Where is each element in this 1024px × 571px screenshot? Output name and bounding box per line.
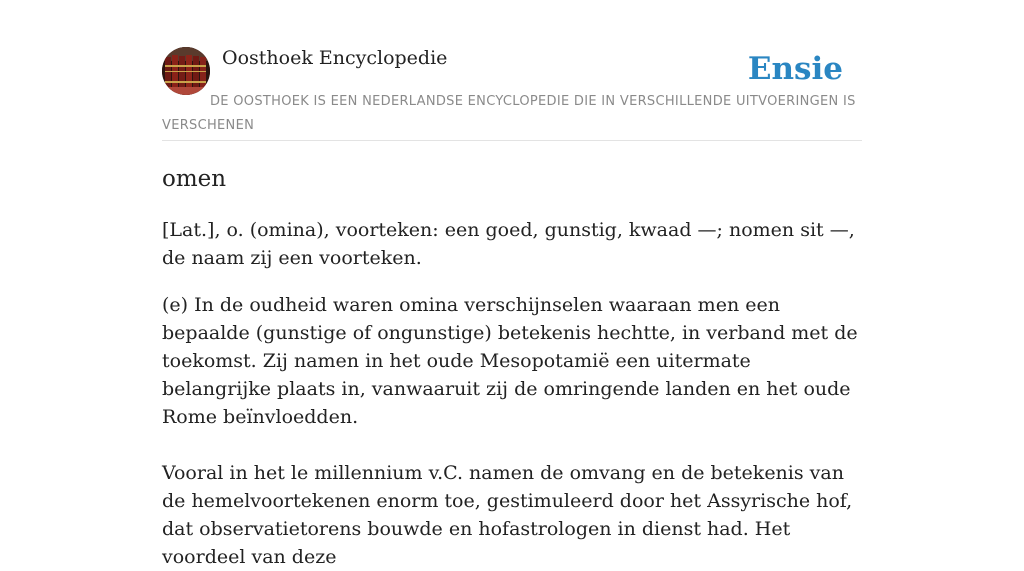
entry-title: omen [162,166,227,192]
entry-content [162,216,862,571]
encyclopedia-books-icon[interactable] [162,47,210,95]
page [162,0,862,568]
entry-paragraph: Vooral in het le millennium v.C. namen de omvang en de betekenis van de hemelvoortekenen enorm toe, gestimuleerd door het Assyrische hof, dat observatietorens bouwde en hofastrologen in dienst had. Het voordeel van deze [162,462,853,568]
entry-paragraph: [Lat.], o. (omina), voorteken: een goed, gunstig, kwaad —; nomen sit —, de naam zij een voorteken. [162,219,855,269]
site-name[interactable]: Oosthoek Encyclopedie [222,47,448,69]
entry-paragraph: (e) In de oudheid waren omina verschijnselen waaraan men een bepaalde (gunstige of ongunstige) betekenis hechtte, in verband met de toekomst. Zij namen in het oude Mesopotamië een uitermate belangrijke plaats in, vanwaaruit zij de omringende landen en het oude Rome beïnvloedden. [162,294,858,428]
site-tagline: DE OOSTHOEK IS EEN NEDERLANDSE ENCYCLOPEDIE DIE IN VERSCHILLENDE UITVOERINGEN IS VERSCHENEN [162,94,856,133]
site-header [162,0,862,141]
ensie-logo-link[interactable]: Ensie [747,51,843,87]
